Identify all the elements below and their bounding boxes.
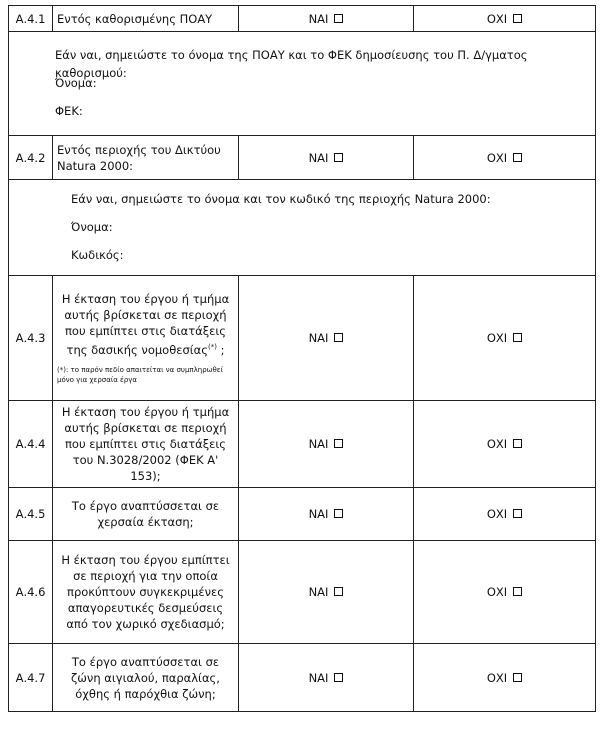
yes-option[interactable]: [239, 541, 414, 644]
no-option[interactable]: [414, 401, 596, 488]
row-question: Εντός καθορισμένης ΠΟΑΥ: [53, 6, 239, 32]
table-row: [9, 6, 596, 32]
table-row: [9, 32, 596, 136]
no-label: ΟΧΙ: [486, 585, 508, 599]
row-code: Α.4.2: [9, 136, 53, 180]
yes-label: ΝΑΙ: [308, 670, 329, 685]
name-field-label[interactable]: Όνομα:: [71, 219, 113, 234]
yes-option[interactable]: [239, 644, 414, 712]
row-code: Α.4.1: [9, 6, 53, 32]
no-label: ΟΧΙ: [486, 331, 508, 345]
note-cell: [9, 32, 596, 136]
yes-label: ΝΑΙ: [308, 507, 329, 521]
name-field-label[interactable]: Όνομα:: [55, 75, 97, 90]
footnote-marker: (*): [207, 342, 217, 351]
yes-checkbox[interactable]: [334, 439, 343, 448]
fek-field-label[interactable]: ΦΕΚ:: [55, 103, 83, 118]
note-instruction: Εάν ναι, σημειώστε το όνομα της ΠΟΑΥ και το ΦΕΚ δημοσίευσης του Π. Δ/γματος καθορισμού:: [55, 47, 528, 80]
yes-checkbox[interactable]: [334, 673, 343, 682]
yes-checkbox[interactable]: [334, 333, 343, 342]
no-option[interactable]: [414, 276, 596, 401]
yes-label: ΝΑΙ: [308, 150, 329, 165]
table-row: [9, 180, 596, 276]
row-question: [53, 276, 239, 401]
no-option[interactable]: [414, 644, 596, 712]
row-question: Εντός περιοχής του Δικτύου Natura 2000:: [53, 136, 239, 180]
no-label: ΟΧΙ: [486, 11, 508, 26]
yes-label: ΝΑΙ: [308, 331, 329, 345]
note-cell: [9, 180, 596, 276]
no-checkbox[interactable]: [513, 587, 522, 596]
no-option[interactable]: [414, 541, 596, 644]
table-row: [9, 401, 596, 488]
yes-label: ΝΑΙ: [308, 11, 329, 26]
row-code: Α.4.7: [9, 644, 53, 712]
no-option[interactable]: [414, 136, 596, 180]
table-row: [9, 136, 596, 180]
no-checkbox[interactable]: [513, 333, 522, 342]
no-label: ΟΧΙ: [486, 437, 508, 451]
yes-checkbox[interactable]: [334, 14, 343, 23]
row-code: Α.4.4: [9, 401, 53, 488]
row-question: Το έργο αναπτύσσεται σε ζώνη αιγιαλού, παραλίας, όχθης ή παρόχθια ζώνη;: [53, 644, 239, 712]
no-checkbox[interactable]: [513, 509, 522, 518]
no-checkbox[interactable]: [513, 673, 522, 682]
yes-label: ΝΑΙ: [308, 585, 329, 599]
footnote-text: (*): το παρόν πεδίο απαιτείται να συμπληρωθεί μόνο για χερσαία έργα: [57, 366, 223, 385]
note-instruction: Εάν ναι, σημειώστε το όνομα και τον κωδικό της περιοχής Natura 2000:: [71, 191, 491, 206]
table-row: [9, 644, 596, 712]
yes-checkbox[interactable]: [334, 153, 343, 162]
table-row: [9, 541, 596, 644]
no-option[interactable]: [414, 488, 596, 541]
yes-option[interactable]: [239, 276, 414, 401]
row-question: Το έργο αναπτύσσεται σε χερσαία έκταση;: [53, 488, 239, 541]
yes-checkbox[interactable]: [334, 509, 343, 518]
no-label: ΟΧΙ: [486, 150, 508, 165]
row-question: Η έκταση του έργου εμπίπτει σε περιοχή για την οποία προκύπτουν συγκεκριμένες απαγορευτικές δεσμεύσεις από τον χωρικό σχεδιασμό;: [53, 541, 239, 644]
no-label: ΟΧΙ: [486, 507, 508, 521]
question-end: ;: [216, 342, 225, 357]
no-checkbox[interactable]: [513, 14, 522, 23]
no-option[interactable]: [414, 6, 596, 32]
yes-option[interactable]: [239, 401, 414, 488]
row-code: Α.4.3: [9, 276, 53, 401]
form-table: [8, 5, 596, 712]
yes-option[interactable]: [239, 488, 414, 541]
table-row: [9, 488, 596, 541]
code-field-label[interactable]: Κωδικός:: [71, 247, 124, 262]
row-code: Α.4.6: [9, 541, 53, 644]
no-checkbox[interactable]: [513, 439, 522, 448]
yes-option[interactable]: [239, 6, 414, 32]
no-checkbox[interactable]: [513, 153, 522, 162]
yes-checkbox[interactable]: [334, 587, 343, 596]
question-text: Η έκταση του έργου ή τμήμα αυτής βρίσκεται σε περιοχή που εμπίπτει στις διατάξεις της δασικής νομοθεσίας: [61, 291, 230, 357]
row-code: Α.4.5: [9, 488, 53, 541]
table-row: [9, 276, 596, 401]
yes-option[interactable]: [239, 136, 414, 180]
row-question: Η έκταση του έργου ή τμήμα αυτής βρίσκεται σε περιοχή που εμπίπτει στις διατάξεις του Ν.3028/2002 (ΦΕΚ Α' 153);: [53, 401, 239, 488]
no-label: ΟΧΙ: [486, 670, 508, 685]
yes-label: ΝΑΙ: [308, 437, 329, 451]
